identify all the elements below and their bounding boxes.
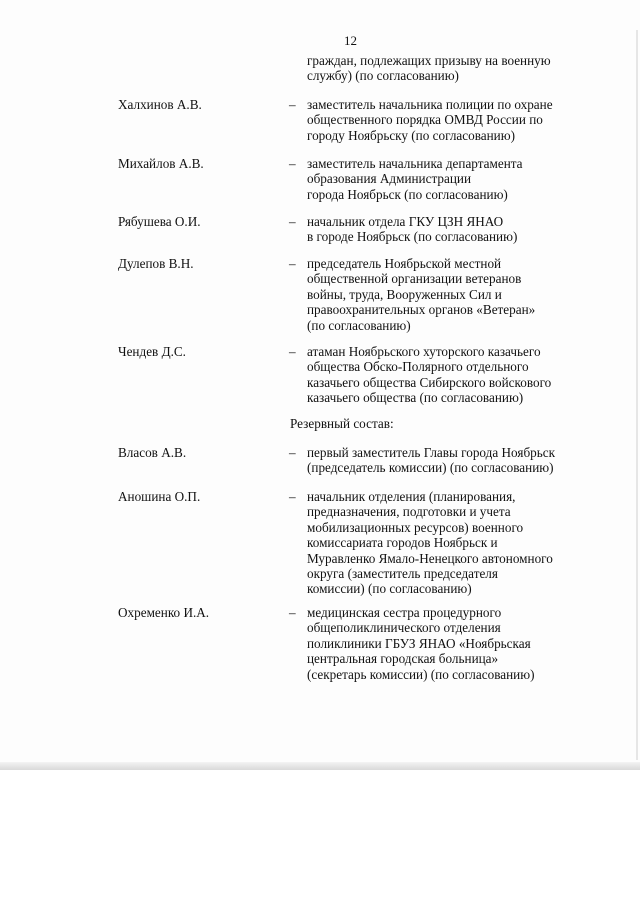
member-dash: – [289, 214, 296, 229]
member-dash: – [289, 344, 296, 359]
intro-line: службу) (по согласованию) [307, 68, 459, 84]
description-line: комиссариата городов Ноябрьск и [307, 535, 498, 551]
member-name: Халхинов А.В. [118, 97, 202, 112]
description-line: поликлиники ГБУЗ ЯНАО «Ноябрьская [307, 635, 531, 651]
member-dash: – [289, 605, 296, 620]
description-line: общественной организации ветеранов [307, 271, 522, 287]
page-number: 12 [344, 33, 357, 48]
member-name: Михайлов А.В. [118, 156, 204, 171]
description-line: казачьего общества (по согласованию) [307, 390, 524, 406]
description-line: начальник отдела ГКУ ЦЗН ЯНАО [307, 214, 504, 229]
member-dash: – [289, 489, 296, 504]
member-description [307, 605, 534, 682]
description-line: (по согласованию) [307, 317, 411, 333]
description-line: первый заместитель Главы города Ноябрьск [307, 445, 556, 460]
description-line: образования Администрации [307, 171, 472, 187]
description-line: общества Обско-Полярного отдельного [307, 359, 529, 375]
description-line: войны, труда, Вооруженных Сил и [307, 286, 502, 302]
description-line: предназначения, подготовки и учета [307, 504, 511, 520]
member-description [307, 97, 553, 143]
member-dash: – [289, 445, 296, 460]
description-line: (председатель комиссии) (по согласованию) [307, 460, 554, 476]
description-line: казачьего общества Сибирского войскового [307, 374, 552, 390]
member-dash: – [289, 256, 296, 271]
description-line: заместитель начальника департамента [307, 156, 523, 171]
description-line: округа (заместитель председателя [307, 566, 498, 582]
description-line: городу Ноябрьску (по согласованию) [307, 127, 515, 143]
description-line: заместитель начальника полиции по охране [307, 97, 553, 112]
page-bottom-edge [0, 762, 640, 770]
member-description [307, 489, 553, 597]
reserve-heading: Резервный состав: [290, 416, 394, 431]
description-line: начальник отделения (планирования, [307, 489, 516, 504]
reserve-member-name: Охременко И.А. [118, 605, 210, 620]
description-line: (секретарь комиссии) (по согласованию) [307, 666, 535, 682]
scan-edge-line [636, 30, 638, 760]
member-description [307, 156, 523, 202]
description-line: в городе Ноябрьск (по согласованию) [307, 229, 518, 245]
reserve-member-name: Аношина О.П. [118, 489, 201, 504]
member-description [307, 256, 535, 333]
member-description [307, 344, 551, 406]
member-name: Дулепов В.Н. [118, 256, 194, 271]
member-dash: – [289, 97, 296, 112]
description-line: общественного порядка ОМВД России по [307, 112, 543, 128]
reserve-member-name: Власов А.В. [118, 445, 187, 460]
member-name: Рябушева О.И. [118, 214, 201, 229]
member-name: Чендев Д.С. [118, 344, 186, 359]
description-line: атаман Ноябрьского хуторского казачьего [307, 344, 541, 359]
member-dash: – [289, 156, 296, 171]
description-line: медицинская сестра процедурного [307, 605, 502, 620]
description-line: правоохранительных органов «Ветеран» [307, 302, 536, 318]
description-line: города Ноябрьск (по согласованию) [307, 186, 508, 202]
description-line: Муравленко Ямало-Ненецкого автономного [307, 550, 553, 566]
intro-line: граждан, подлежащих призыву на военную [307, 53, 551, 68]
description-line: комиссии) (по согласованию) [307, 581, 472, 597]
description-line: центральная городская больница» [307, 651, 499, 667]
description-line: мобилизационных ресурсов) военного [307, 519, 524, 535]
intro-text [307, 53, 551, 84]
member-description [307, 445, 555, 476]
member-description [307, 214, 517, 245]
description-line: общеполиклинического отделения [307, 620, 501, 636]
description-line: председатель Ноябрьской местной [307, 256, 502, 271]
